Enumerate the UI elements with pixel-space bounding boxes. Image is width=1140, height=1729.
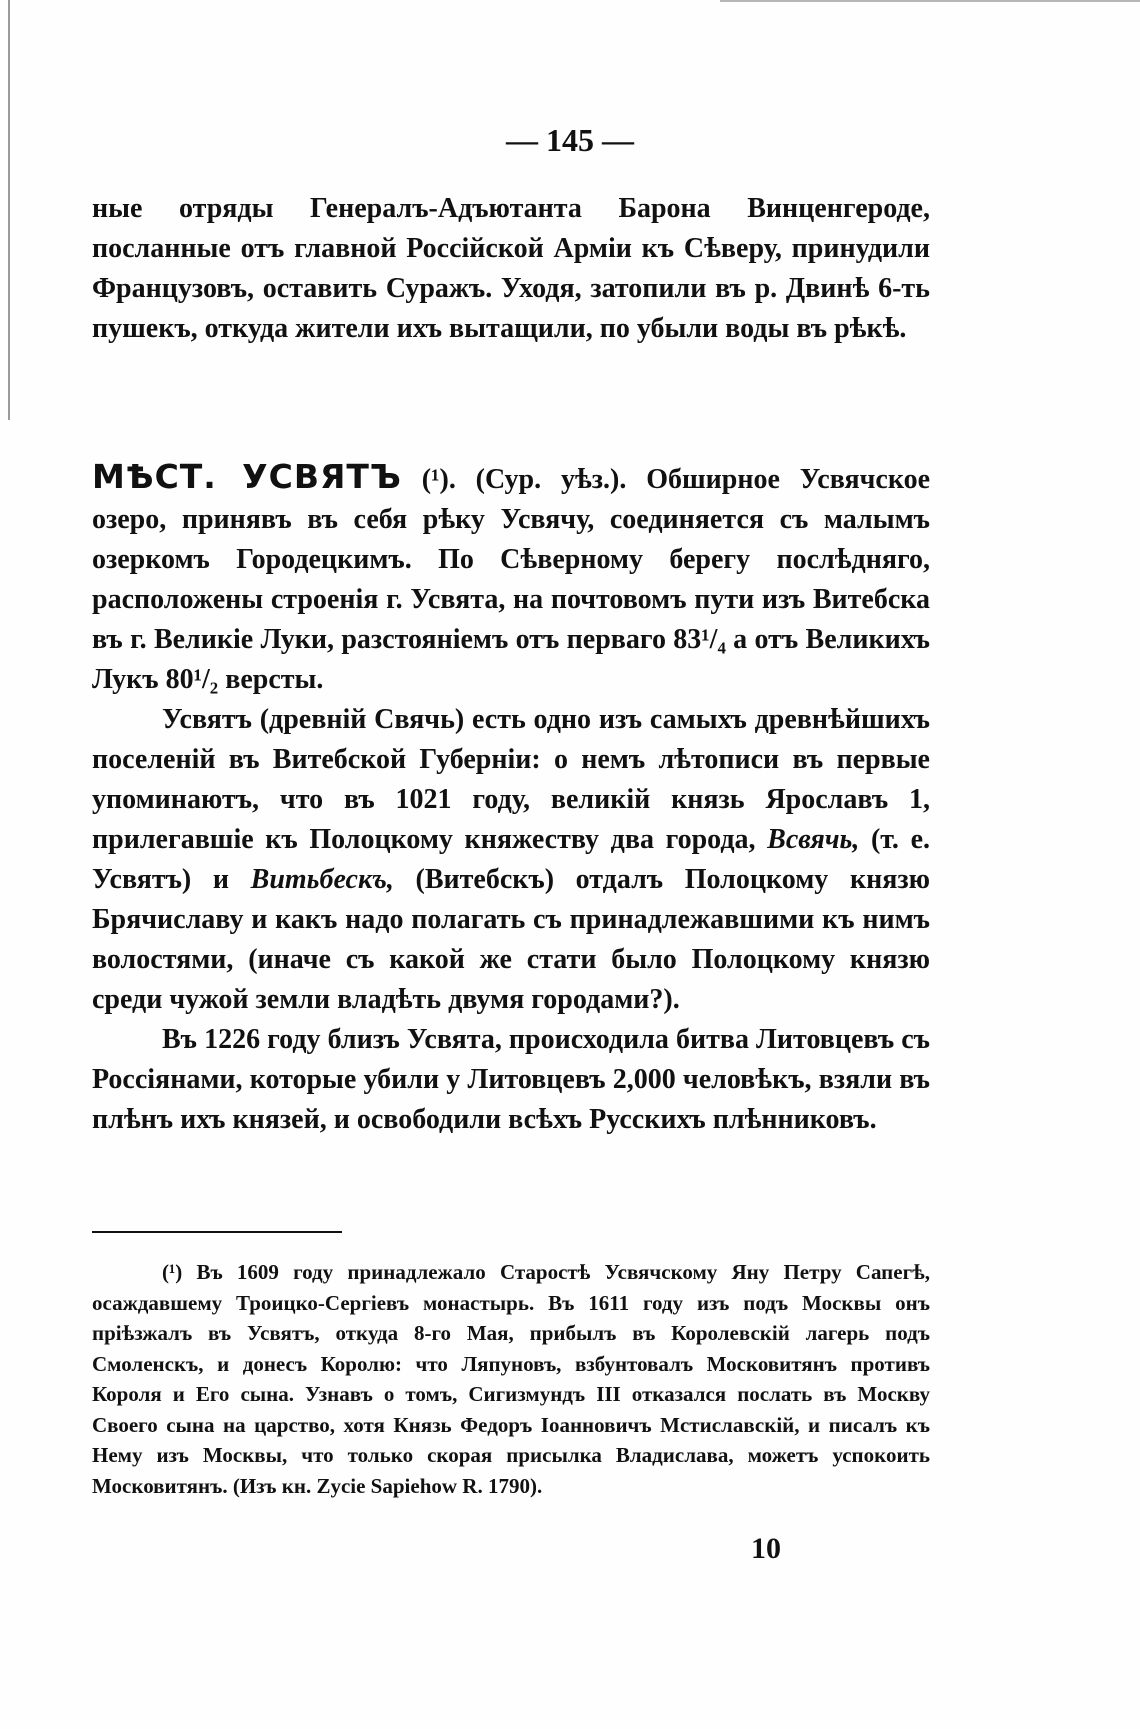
paragraph-3: Въ 1226 году близъ Усвята, происходила битва Литовцевъ съ Россіянами, которые убили у Литовцевъ 2,000 человѣкъ, взяли въ плѣнъ ихъ князей, и освободили всѣхъ Русскихъ плѣнниковъ.: [92, 1024, 930, 1135]
scan-edge-left: [8, 0, 10, 420]
entry-reference: (¹). (Сур. уѣз.).: [401, 464, 647, 495]
paragraph-1: ные отряды Генералъ-Адъютанта Барона Винценгероде, посланные отъ главной Россійской Арміи къ Сѣверу, принудили Французовъ, оставить Суражъ. Уходя, затопили въ р. Двинѣ 6-ть пушекъ, откуда жители ихъ вытащили, по убыли воды въ рѣкѣ.: [92, 193, 930, 344]
scan-edge-top: [720, 0, 1140, 2]
paragraph-2-italic-1: Всвячь,: [767, 824, 860, 855]
signature-mark: 10: [751, 1532, 781, 1565]
paragraph-2-middle: (т. е. Усвятъ) и: [92, 824, 930, 895]
entry-title: МѢСТ. УСВЯТЪ: [92, 457, 402, 496]
paragraph-2-end: (Витебскъ) отдалъ Полоцкому князю Брячиславу и какъ надо полагать съ принадлежавшими къ нимъ волостями, (иначе съ какой же стати было Полоцкому князю среди чужой земли владѣть двумя городами?).: [92, 864, 931, 1015]
footnote-text: (¹) Въ 1609 году принадлежало Старостѣ Усвячскому Яну Петру Сапегѣ, осаждавшему Троицко-Сергіевъ монастырь. Въ 1611 году изъ подъ Москвы онъ пріѣзжалъ въ Усвятъ, откуда 8-го Мая, прибылъ въ Королевскій лагерь подъ Смоленскъ, и донесъ Королю: что Ляпуновъ, взбунтовалъ Московитянъ противъ Короля и Его сына. Узнавъ о томъ, Сигизмундъ III отказался послать въ Москву Своего сына на царство, хотя Князь Федоръ Іоанновичъ Мстиславскій, и писалъ къ Нему изъ Москвы, что только скорая присылка Владислава, можетъ успокоить Московитянъ. (Изъ кн. Zycie Sapiehow R. 1790).: [92, 1260, 930, 1498]
paragraph-2: [92, 700, 930, 1020]
continued-paragraph: [92, 189, 930, 349]
footnote: [92, 1257, 930, 1501]
page-number: — 145 —: [506, 122, 634, 158]
paragraph-2-italic-2: Витьбескъ,: [250, 864, 394, 895]
entry-text: Обширное Усвячское озеро, принявъ въ себя рѣку Усвячу, соединяется съ малымъ озеркомъ Городецкимъ. По Сѣверному берегу послѣдняго, расположены строенія г. Усвята, на почтовомъ пути изъ Витебска въ г. Великіе Луки, разстояніемъ отъ перваго 83¹/₄ а отъ Великихъ Лукъ 80¹/₂ версты.: [92, 464, 931, 695]
footnote-divider: [92, 1231, 342, 1233]
paragraph-2-start: Усвятъ (древній Свячь) есть одно изъ самыхъ древнѣйшихъ поселеній въ Витебской Губерніи: о немъ лѣтописи въ первые упоминаютъ, что въ 1021 году, великій князь Ярославъ 1, прилегавшіе къ Полоцкому княжеству два города,: [92, 704, 930, 855]
entry-paragraph: [92, 457, 930, 700]
entry-section: [92, 457, 930, 1140]
